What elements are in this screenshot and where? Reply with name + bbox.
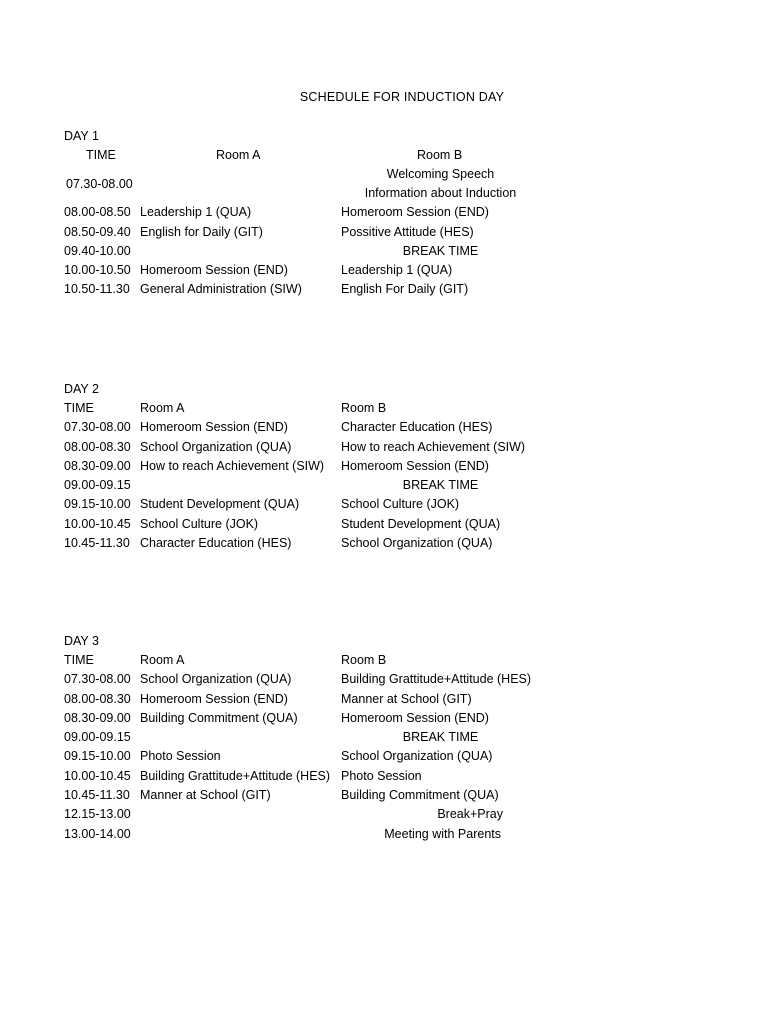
table-row [64,690,744,709]
table-row [64,670,744,689]
room-b-cell: Photo Session [341,768,422,783]
time-cell: 07.30-08.00 [64,420,131,435]
time-cell: 09.15-10.00 [64,497,131,512]
room-b-cell: Building Commitment (QUA) [341,788,499,803]
time-cell: 08.00-08.30 [64,439,131,454]
day-3-section [64,631,744,844]
time-cell: 10.45-11.30 [64,536,130,551]
time-cell: 08.30-09.00 [64,710,131,725]
room-a-cell: General Administration (SIW) [140,282,302,297]
table-row [64,457,744,476]
table-row [64,709,744,728]
table-row [64,805,744,824]
room-b-cell: School Culture (JOK) [341,497,460,512]
room-a-cell: Homeroom Session (END) [140,263,288,278]
room-a-cell: School Culture (JOK) [140,516,259,531]
table-row [64,534,744,553]
room-a-cell: Character Education (HES) [140,536,292,551]
room-b-header: Room B [417,148,463,162]
time-cell: 08.50-09.40 [64,224,131,239]
room-a-cell: Building Commitment (QUA) [140,710,298,725]
room-b-cell: Leadership 1 (QUA) [341,263,453,278]
room-a-header: Room A [140,401,185,415]
room-a-cell: School Organization (QUA) [140,672,292,687]
day-heading: DAY 3 [64,634,99,648]
room-a-cell: School Organization (QUA) [140,439,292,454]
time-cell: 10.00-10.50 [64,263,131,278]
room-a-header: Room A [216,148,261,162]
break-cell: BREAK TIME [402,243,479,258]
table-row [64,418,744,437]
time-cell: 12.15-13.00 [64,807,131,822]
table-row [64,786,744,805]
time-cell: 08.00-08.50 [64,205,131,220]
room-b-cell: Possitive Attitude (HES) [341,224,474,239]
table-row [64,261,744,280]
room-b-cell: Homeroom Session (END) [341,205,489,220]
room-b-cell: Building Grattitude+Attitude (HES) [341,672,532,687]
table-row [64,242,744,261]
table-row [64,280,744,299]
table-row [64,438,744,457]
span-cell: Meeting with Parents [384,826,501,841]
session-cell: Welcoming Speech [386,167,495,182]
time-cell: 13.00-14.00 [64,826,131,841]
time-cell: 09.00-09.15 [64,730,131,745]
room-b-cell: English For Daily (GIT) [341,282,469,297]
table-row [64,747,744,766]
day-2-section [64,379,744,553]
room-a-cell: How to reach Achievement (SIW) [140,458,325,473]
room-b-cell: How to reach Achievement (SIW) [341,439,526,454]
time-cell: 09.40-10.00 [64,243,131,258]
time-cell: 10.00-10.45 [64,768,131,783]
room-a-cell: English for Daily (GIT) [140,224,263,239]
table-row [64,825,744,844]
room-a-cell: Homeroom Session (END) [140,691,288,706]
time-header: TIME [64,401,94,415]
time-cell: 10.00-10.45 [64,516,131,531]
document-title: SCHEDULE FOR INDUCTION DAY [299,90,505,104]
table-row [64,728,744,747]
room-b-cell: School Organization (QUA) [341,749,493,764]
room-a-cell: Leadership 1 (QUA) [140,205,252,220]
room-a-header: Room A [140,653,185,667]
room-b-header: Room B [341,653,387,667]
table-header-row [64,399,744,418]
day-1-section [64,126,744,300]
table-row [64,165,744,203]
room-b-cell: Character Education (HES) [341,420,493,435]
day-heading: DAY 1 [64,129,99,143]
time-cell: 09.15-10.00 [64,749,131,764]
table-row [64,223,744,242]
room-b-cell: Homeroom Session (END) [341,710,489,725]
break-cell: BREAK TIME [402,730,479,745]
table-row [64,203,744,222]
day-heading: DAY 2 [64,382,99,396]
time-cell: 08.30-09.00 [64,458,131,473]
room-b-cell: School Organization (QUA) [341,536,493,551]
time-cell: 10.50-11.30 [64,282,130,297]
table-row [64,495,744,514]
room-b-cell: Student Development (QUA) [341,516,501,531]
room-a-cell: Student Development (QUA) [140,497,300,512]
time-header: TIME [86,148,116,162]
room-a-cell: Photo Session [140,749,221,764]
room-b-header: Room B [341,401,387,415]
break-cell: BREAK TIME [402,478,479,493]
table-row [64,515,744,534]
table-row [64,476,744,495]
time-cell: 07.30-08.00 [66,177,133,192]
time-cell: 09.00-09.15 [64,478,131,493]
time-cell: 07.30-08.00 [64,672,131,687]
time-header: TIME [64,653,94,667]
room-b-cell: Manner at School (GIT) [341,691,472,706]
room-a-cell: Building Grattitude+Attitude (HES) [140,768,331,783]
table-header-row [64,146,744,165]
table-header-row [64,651,744,670]
span-cell: Break+Pray [437,807,503,822]
table-row [64,767,744,786]
time-cell: 10.45-11.30 [64,788,130,803]
room-a-cell: Manner at School (GIT) [140,788,271,803]
room-b-cell: Homeroom Session (END) [341,458,489,473]
time-cell: 08.00-08.30 [64,691,131,706]
session-cell: Information about Induction [364,186,517,201]
room-a-cell: Homeroom Session (END) [140,420,288,435]
